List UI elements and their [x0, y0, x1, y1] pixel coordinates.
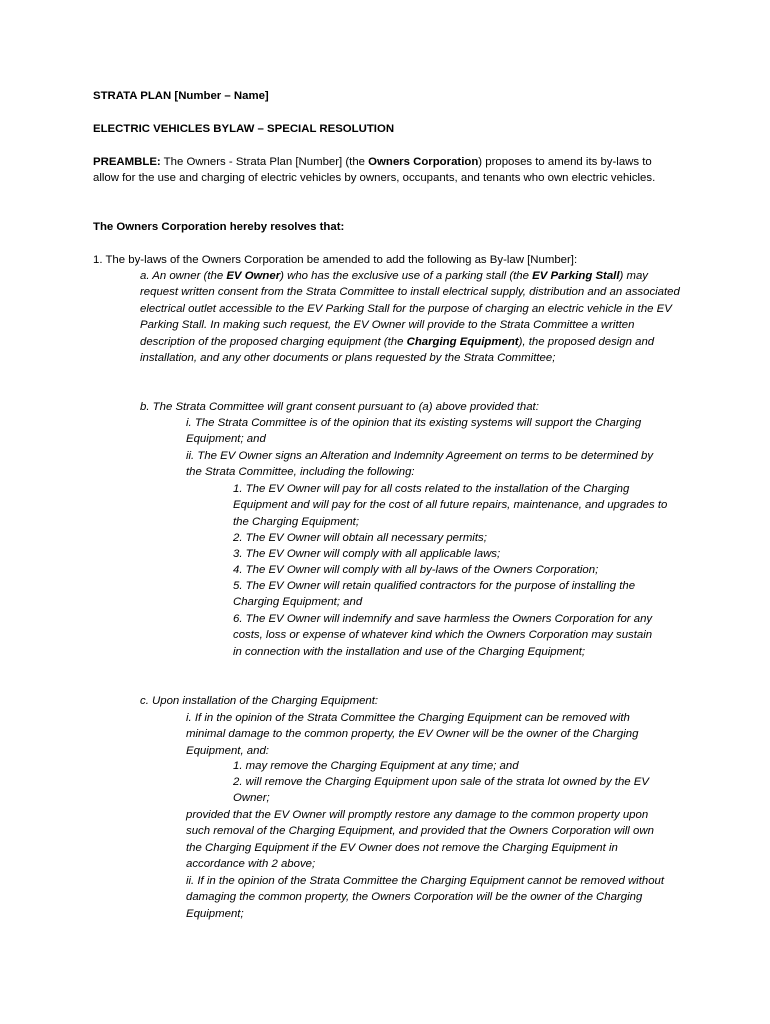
ev-parking-stall-term: EV Parking Stall [532, 270, 620, 282]
clause-a-text-1: a. An owner (the [140, 270, 227, 282]
item-1: 1. The by-laws of the Owners Corporation be amended to add the following as By-law [Number]: [93, 254, 578, 266]
preamble-text-1: The Owners - Strata Plan [Number] (the [160, 156, 369, 168]
charging-equipment-term: Charging Equipment [406, 335, 519, 348]
clause-c-i-2: 2. will remove the Charging Equipment upon sale of the strata lot owned by the EV Owner; [233, 776, 649, 805]
clause-a-text-2: ) who has the exclusive use of a parking stall (the [280, 270, 533, 282]
bylaw-title: ELECTRIC VEHICLES BYLAW – SPECIAL RESOLUTION [93, 123, 395, 135]
clause-b-ii-5: 5. The EV Owner will retain qualified contractors for the purpose of installing the Charging Equipment; and [233, 580, 636, 609]
preamble-label: PREAMBLE: [93, 156, 161, 168]
preamble-paragraph [93, 154, 678, 187]
plan-heading: STRATA PLAN [Number – Name] [93, 90, 269, 102]
clause-b-intro: b. The Strata Committee will grant consent pursuant to (a) above provided that: [140, 401, 539, 413]
clause-b-ii-6: 6. The EV Owner will indemnify and save harmless the Owners Corporation for any costs, loss or expense of whatever kind which the Owners Corporation may sustain in connection with the installation and use of the Charging Equipment; [233, 613, 653, 658]
clause-a-text-3: ) may request written consent from the Strata Committee to install electrical supply, distribution and an associated electrical outlet accessible to the EV Parking Stall for the purpose of charging an electric vehicle in the EV Parking Stall. In making such request, the EV Owner will provide to the Strata Committee a written description of the proposed charging equipment (the [140, 270, 680, 348]
clause-b-i: i. The Strata Committee is of the opinion that its existing systems will support the Charging Equipment; and [186, 417, 642, 446]
clause-b-ii-2: 2. The EV Owner will obtain all necessary permits; [233, 532, 487, 544]
clause-b-ii-3: 3. The EV Owner will comply with all applicable laws; [233, 548, 501, 560]
clause-b-ii-1: 1. The EV Owner will pay for all costs related to the installation of the Charging Equipment and will pay for the cost of all future repairs, maintenance, and upgrades to the Charging Equipment; [233, 483, 668, 528]
clause-a-text-4: ), the proposed design and installation, and any other documents or plans requested by the Strata Committee; [140, 335, 655, 365]
clause-c-ii: ii. If in the opinion of the Strata Committee the Charging Equipment cannot be removed without damaging the common property, the Owners Corporation will be the owner of the Charging Equipment; [186, 875, 665, 920]
clause-b-ii-4: 4. The EV Owner will comply with all by-laws of the Owners Corporation; [233, 564, 599, 576]
owners-corporation-term: Owners Corporation [368, 156, 479, 168]
preamble-text-2: ) proposes to amend its by-laws to allow for the use and charging of electric vehicles by owners, occupants, and tenants who own electric vehicles. [93, 156, 656, 185]
clause-c-provided: provided that the EV Owner will promptly restore any damage to the common property upon such removal of the Charging Equipment, and provided that the Owners Corporation will own the Charging Equipment if the EV Owner does not remove the Charging Equipment in accordance with 2 above; [186, 809, 654, 871]
clause-a [140, 268, 680, 366]
ev-owner-term: EV Owner [226, 270, 281, 282]
clause-c-intro: c. Upon installation of the Charging Equipment: [140, 695, 379, 707]
clause-b-ii: ii. The EV Owner signs an Alteration and Indemnity Agreement on terms to be determined by the Strata Committee, including the following: [186, 450, 654, 479]
clause-c-i-1: 1. may remove the Charging Equipment at any time; and [233, 760, 519, 772]
resolves-heading: The Owners Corporation hereby resolves that: [93, 221, 345, 233]
clause-c-i: i. If in the opinion of the Strata Committee the Charging Equipment can be removed with minimal damage to the common property, the EV Owner will be the owner of the Charging Equipment, and: [186, 712, 639, 757]
